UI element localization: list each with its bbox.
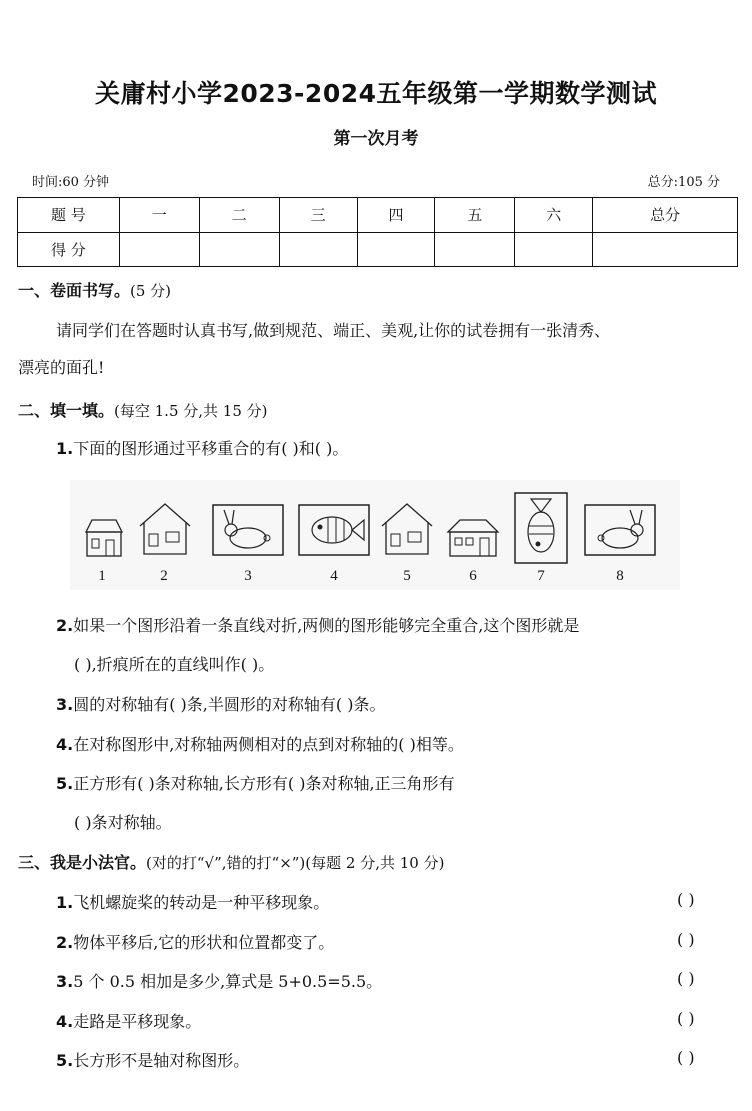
section-3-note: (对的打“√”,错的打“×”)(每题 2 分,共 10 分) [146,854,445,872]
figure-label: 2 [160,568,168,584]
question-2-4 [56,732,464,755]
score-entry-cell[interactable] [199,232,279,267]
exam-subtitle: 第一次月考 [333,129,419,149]
section-3-heading [18,850,444,873]
house-icon [380,502,434,558]
question-number: 4. [56,1012,74,1031]
score-table [17,197,738,267]
cottage-icon [446,518,500,558]
exam-time: 时间:60 分钟 [32,175,110,190]
question-number: 1. [56,893,74,912]
section-2-title: 二、填一填。 [18,401,115,420]
answer-parentheses[interactable]: ( ) [677,969,695,988]
score-table-cell: 二 [199,198,279,233]
question-text: 如果一个图形沿着一条直线对折,两侧的图形能够完全重合,这个图形就是 [73,616,580,635]
question-number: 4. [56,735,74,754]
judge-item [56,890,329,913]
answer-parentheses[interactable]: ( ) [677,890,695,909]
figure-label: 4 [330,568,338,584]
question-2-1 [56,436,348,459]
exam-total-score: 总分:105 分 [647,175,720,190]
section-3-title: 三、我是小法官。 [18,853,147,872]
fish-icon [298,504,370,556]
question-number: 3. [56,695,74,714]
score-table-cell: 三 [279,198,357,233]
figure-label: 5 [403,568,411,584]
score-table-cell: 题 号 [18,198,120,233]
score-entry-cell[interactable] [357,232,435,267]
score-table-cell: 六 [515,198,593,233]
question-text: 长方形不是轴对称图形。 [73,1051,250,1070]
small-house-icon [82,516,126,558]
question-number: 2. [56,616,74,635]
score-entry-cell[interactable] [515,232,593,267]
answer-parentheses[interactable]: ( ) [677,1009,695,1028]
question-2-3 [56,692,385,715]
question-2-5 [56,771,455,794]
section-1-line-2: 漂亮的面孔! [18,358,105,377]
score-table-score-row [18,232,738,267]
rotated-fish-icon [514,492,568,564]
question-number: 3. [56,972,74,991]
question-text: 物体平移后,它的形状和位置都变了。 [73,933,335,952]
score-entry-cell[interactable] [435,232,515,267]
translation-figures [70,480,680,590]
question-2-5-line-2: ( )条对称轴。 [74,813,172,832]
question-number: 5. [56,1051,74,1070]
score-table-cell: 四 [357,198,435,233]
score-entry-cell[interactable] [119,232,199,267]
question-text: 5 个 0.5 相加是多少,算式是 5+0.5=5.5。 [73,972,383,991]
section-1-note: (5 分) [130,282,172,300]
score-table-cell: 总分 [593,198,738,233]
judge-item [56,1009,201,1032]
section-1-line-1: 请同学们在答题时认真书写,做到规范、端正、美观,让你的试卷拥有一张清秀、 [56,321,611,340]
section-2-note: (每空 1.5 分,共 15 分) [114,402,268,420]
question-number: 2. [56,933,74,952]
score-entry-cell[interactable] [593,232,738,267]
rabbit-icon [212,504,284,556]
question-2-2 [56,613,579,636]
question-text: 走路是平移现象。 [73,1012,202,1031]
score-table-cell: 得 分 [18,232,120,267]
house-icon [138,502,192,558]
question-text: 下面的图形通过平移重合的有( )和( )。 [73,439,349,458]
figure-label: 6 [469,568,477,584]
section-1-heading [18,278,171,301]
score-table-cell: 一 [119,198,199,233]
judge-item [56,1048,249,1071]
figure-label: 7 [537,568,545,584]
question-number: 5. [56,774,74,793]
figure-label: 3 [244,568,252,584]
figure-label: 8 [616,568,624,584]
exam-title: 关庸村小学2023-2024五年级第一学期数学测试 [94,79,658,108]
score-table-cell: 五 [435,198,515,233]
figure-label: 1 [98,568,106,584]
section-1-title: 一、卷面书写。 [18,281,131,300]
question-number: 1. [56,439,74,458]
rabbit-icon [584,504,656,556]
question-text: 飞机螺旋桨的转动是一种平移现象。 [73,893,330,912]
judge-item [56,969,382,992]
question-text: 在对称图形中,对称轴两侧相对的点到对称轴的( )相等。 [73,735,464,754]
section-2-heading [18,398,268,421]
question-text: 圆的对称轴有( )条,半圆形的对称轴有( )条。 [73,695,386,714]
score-table-header-row [18,198,738,233]
score-entry-cell[interactable] [279,232,357,267]
question-2-2-line-2: ( ),折痕所在的直线叫作( )。 [74,655,275,674]
question-text: 正方形有( )条对称轴,长方形有( )条对称轴,正三角形有 [73,774,455,793]
answer-parentheses[interactable]: ( ) [677,930,695,949]
answer-parentheses[interactable]: ( ) [677,1048,695,1067]
judge-item [56,930,334,953]
